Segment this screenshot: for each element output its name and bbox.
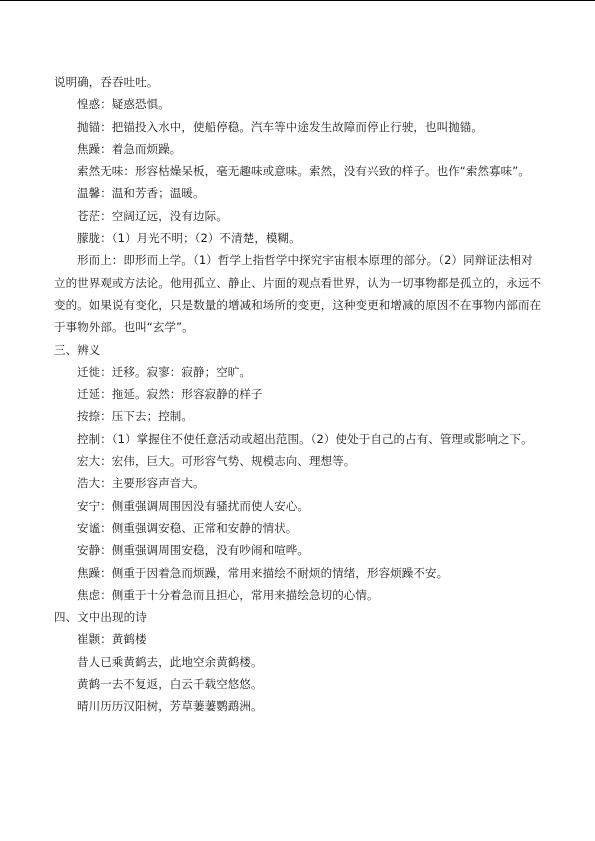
definition-paomao: 抛锚：把锚投入水中，使船停稳。汽车等中途发生故障而停止行驶，也叫抛锚。 xyxy=(77,119,483,134)
distinction-qianyan: 迁延：拖延。寂然：形容寂静的样子 xyxy=(77,387,263,402)
document-body xyxy=(54,71,542,718)
definition-wenxin: 温馨：温和芳香；温暖。 xyxy=(77,186,205,201)
poem-line: 昔人已乘黄鹤去，此地空余黄鹤楼。 xyxy=(77,654,263,669)
distinction-jiaozao: 焦躁：侧重于因着急而烦躁，常用来描绘不耐烦的情绪，形容烦躁不安。 xyxy=(77,565,449,580)
poem-title: 崔颢：黄鹤楼 xyxy=(77,632,147,647)
definition-menglong: 朦胧：（1）月光不明；（2）不清楚，模糊。 xyxy=(77,231,301,246)
distinction-anna: 按捺：压下去；控制。 xyxy=(77,409,193,424)
distinction-anmi: 安谧：侧重强调安稳、正常和安静的情状。 xyxy=(77,520,298,535)
text-line: 说明确，吞吞吐吐。 xyxy=(54,75,159,89)
definition-xingershang: 形而上：即形而上学。（1）哲学上指哲学中探究宇宙根本原理的部分。（2）同辩证法相对立的世界观或方法论。他用孤立、静止、片面的观点看世界，认为一切事物都是孤立的，永远不变的。如果说有变化，只是数量的增减和场所的变更，这种变更和增减的原因不在事物内部而在于事物外部。也叫“玄学”。 xyxy=(54,253,542,335)
definition-cangmang: 苍茫：空阔辽远，没有边际。 xyxy=(77,208,228,223)
distinction-kongzhi: 控制：（1）掌握住不使任意活动或超出范围。（2）使处于自己的占有、管理或影响之下。 xyxy=(77,431,533,446)
definition-jiaozao: 焦躁：着急而烦躁。 xyxy=(77,141,182,156)
distinction-qianxi: 迁徙：迁移。寂寥：寂静；空旷。 xyxy=(77,364,251,379)
definition-suoranwuwei: 索然无味：形容枯燥呆板，毫无趣味或意味。索然，没有兴致的样子。也作“索然寡味”。 xyxy=(77,164,530,179)
section-heading-3: 三、辨义 xyxy=(54,342,101,357)
poem-line: 晴川历历汉阳树，芳草萋萋鹦鹉洲。 xyxy=(77,699,263,714)
definition-huanghuo: 惶惑：疑惑恐惧。 xyxy=(77,97,170,112)
poem-line: 黄鹤一去不复返，白云千载空悠悠。 xyxy=(77,677,263,692)
distinction-hongda: 宏大：宏伟，巨大。可形容气势、规模志向、理想等。 xyxy=(77,454,356,469)
distinction-haoda: 浩大：主要形容声音大。 xyxy=(77,476,205,491)
distinction-anning: 安宁：侧重强调周围因没有骚扰而使人安心。 xyxy=(77,498,309,513)
top-rule xyxy=(0,0,595,1)
distinction-jiaolv: 焦虑：侧重于十分着急而且担心，常用来描绘急切的心情。 xyxy=(77,587,379,602)
section-heading-4: 四、文中出现的诗 xyxy=(54,610,147,625)
distinction-anjing: 安静：侧重强调周围安稳，没有吵闹和喧哗。 xyxy=(77,543,309,558)
